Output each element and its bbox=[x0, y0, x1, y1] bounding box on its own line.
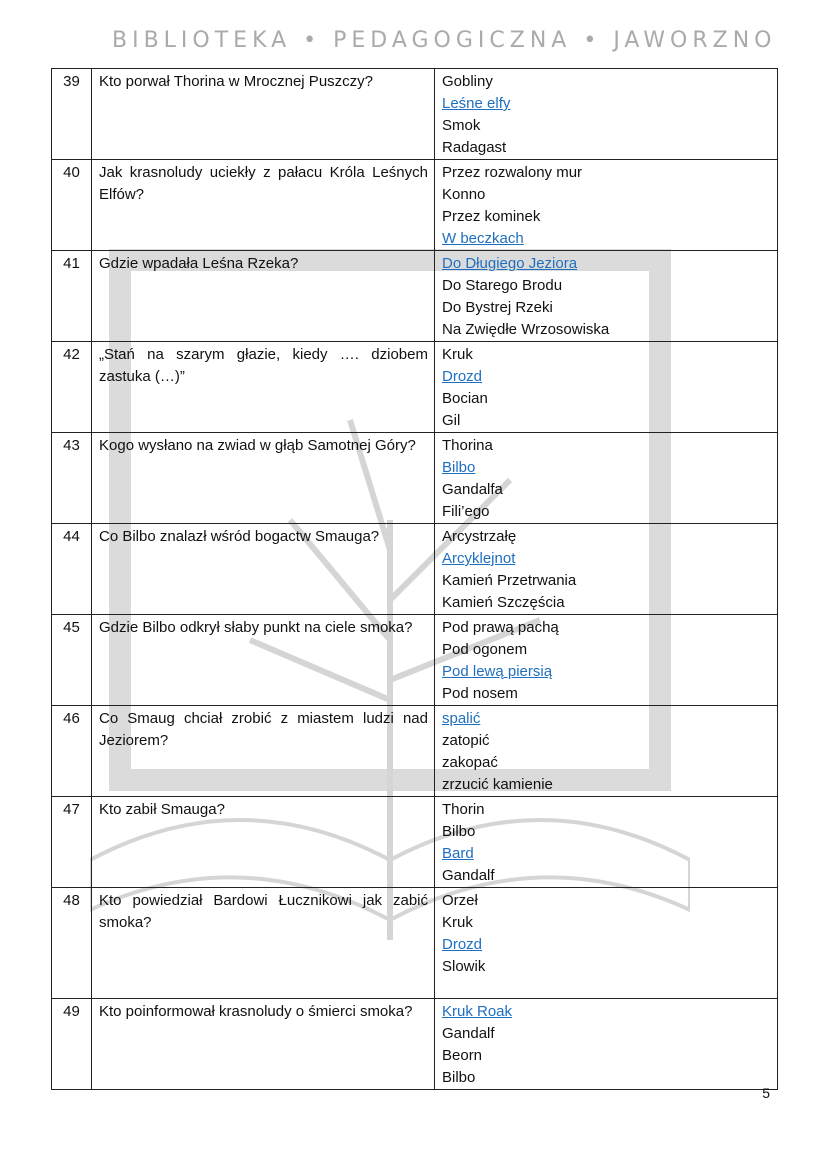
answer-option: zakopać bbox=[442, 754, 498, 771]
question-text: Co Smaug chciał zrobić z miastem ludzi nad Jeziorem? bbox=[92, 706, 435, 797]
answer-option: zatopić bbox=[442, 732, 490, 749]
question-number: 48 bbox=[52, 888, 92, 999]
answer-option: Gandalf bbox=[442, 867, 495, 884]
answer-option: Do Starego Brodu bbox=[442, 277, 563, 294]
question-text: Gdzie Bilbo odkrył słaby punkt na ciele smoka? bbox=[92, 615, 435, 706]
answer-option: Bocian bbox=[442, 390, 488, 407]
question-number: 42 bbox=[52, 342, 92, 433]
question-number: 47 bbox=[52, 797, 92, 888]
question-text: Jak krasnoludy uciekły z pałacu Króla Leśnych Elfów? bbox=[92, 160, 435, 251]
correct-answer-link[interactable]: W beczkach bbox=[442, 230, 524, 247]
question-text: Kto zabił Smauga? bbox=[92, 797, 435, 888]
answer-option: Radagast bbox=[442, 139, 507, 156]
watermark-text: BIBLIOTEKA • PEDAGOGICZNA • JAWORZNO bbox=[112, 28, 777, 53]
table-row bbox=[52, 160, 778, 251]
question-text: Co Bilbo znalazł wśród bogactw Smauga? bbox=[92, 524, 435, 615]
question-number: 39 bbox=[52, 69, 92, 160]
answers-cell bbox=[435, 69, 778, 160]
table-row bbox=[52, 524, 778, 615]
answer-option: Pod nosem bbox=[442, 685, 518, 702]
question-number: 40 bbox=[52, 160, 92, 251]
answer-option: Gandalf bbox=[442, 1025, 495, 1042]
answer-option: Przez kominek bbox=[442, 208, 541, 225]
answer-option: Kruk bbox=[442, 914, 473, 931]
answers-cell bbox=[435, 706, 778, 797]
answer-option: Orzeł bbox=[442, 892, 478, 909]
question-number: 43 bbox=[52, 433, 92, 524]
answer-option: Kruk bbox=[442, 346, 473, 363]
answer-option: Thorina bbox=[442, 437, 493, 454]
answer-option: Bilbo bbox=[442, 823, 476, 840]
answer-option: Pod ogonem bbox=[442, 641, 528, 658]
table-row bbox=[52, 797, 778, 888]
answer-option: Kamień Przetrwania bbox=[442, 572, 577, 589]
question-text: Gdzie wpadała Leśna Rzeka? bbox=[92, 251, 435, 342]
question-text: „Stań na szarym głazie, kiedy …. dziobem zastuka (…)” bbox=[92, 342, 435, 433]
correct-answer-link[interactable]: Pod lewą piersią bbox=[442, 663, 553, 680]
answers-cell bbox=[435, 888, 778, 999]
answers-cell bbox=[435, 342, 778, 433]
correct-answer-link[interactable]: Drozd bbox=[442, 936, 483, 953]
table-row bbox=[52, 69, 778, 160]
answer-option: Beorn bbox=[442, 1047, 483, 1064]
answers-cell bbox=[435, 615, 778, 706]
quiz-table bbox=[51, 68, 778, 1090]
question-number: 45 bbox=[52, 615, 92, 706]
table-row bbox=[52, 999, 778, 1090]
correct-answer-link[interactable]: spalić bbox=[442, 710, 481, 727]
answer-option: Przez rozwalony mur bbox=[442, 164, 583, 181]
question-number: 49 bbox=[52, 999, 92, 1090]
correct-answer-link[interactable]: Leśne elfy bbox=[442, 95, 511, 112]
question-text: Kto porwał Thorina w Mrocznej Puszczy? bbox=[92, 69, 435, 160]
correct-answer-link[interactable]: Drozd bbox=[442, 368, 483, 385]
answers-cell bbox=[435, 524, 778, 615]
table-row bbox=[52, 251, 778, 342]
page-number: 5 bbox=[762, 1085, 770, 1101]
answer-option: Konno bbox=[442, 186, 486, 203]
table-row bbox=[52, 706, 778, 797]
question-text: Kto poinformował krasnoludy o śmierci smoka? bbox=[92, 999, 435, 1090]
answer-option: Gandalfa bbox=[442, 481, 503, 498]
answer-option: Smok bbox=[442, 117, 481, 134]
answer-option: Na Zwiędłe Wrzosowiska bbox=[442, 321, 610, 338]
table-row bbox=[52, 615, 778, 706]
answers-cell bbox=[435, 797, 778, 888]
answer-option: Bilbo bbox=[442, 1069, 476, 1086]
correct-answer-link[interactable]: Bilbo bbox=[442, 459, 476, 476]
answer-option: Kamień Szczęścia bbox=[442, 594, 565, 611]
question-text: Kto powiedział Bardowi Łucznikowi jak zabić smoka? bbox=[92, 888, 435, 999]
answers-cell bbox=[435, 433, 778, 524]
answers-cell bbox=[435, 999, 778, 1090]
question-text: Kogo wysłano na zwiad w głąb Samotnej Góry? bbox=[92, 433, 435, 524]
question-number: 46 bbox=[52, 706, 92, 797]
answer-option: Pod prawą pachą bbox=[442, 619, 559, 636]
answer-option: Gobliny bbox=[442, 73, 493, 90]
correct-answer-link[interactable]: Arcyklejnot bbox=[442, 550, 516, 567]
answer-option: Slowik bbox=[442, 958, 486, 975]
answer-option: Gil bbox=[442, 412, 461, 429]
answers-cell bbox=[435, 160, 778, 251]
question-number: 41 bbox=[52, 251, 92, 342]
correct-answer-link[interactable]: Bard bbox=[442, 845, 474, 862]
table-row bbox=[52, 433, 778, 524]
table-row bbox=[52, 888, 778, 999]
answer-option: zrzucić kamienie bbox=[442, 776, 553, 793]
question-number: 44 bbox=[52, 524, 92, 615]
correct-answer-link[interactable]: Kruk Roak bbox=[442, 1003, 513, 1020]
answer-option: Fili’ego bbox=[442, 503, 490, 520]
answer-option: Arcystrzałę bbox=[442, 528, 517, 545]
answer-option: Thorin bbox=[442, 801, 485, 818]
answer-option: Do Bystrej Rzeki bbox=[442, 299, 553, 316]
correct-answer-link[interactable]: Do Długiego Jeziora bbox=[442, 255, 578, 272]
answers-cell bbox=[435, 251, 778, 342]
table-row bbox=[52, 342, 778, 433]
